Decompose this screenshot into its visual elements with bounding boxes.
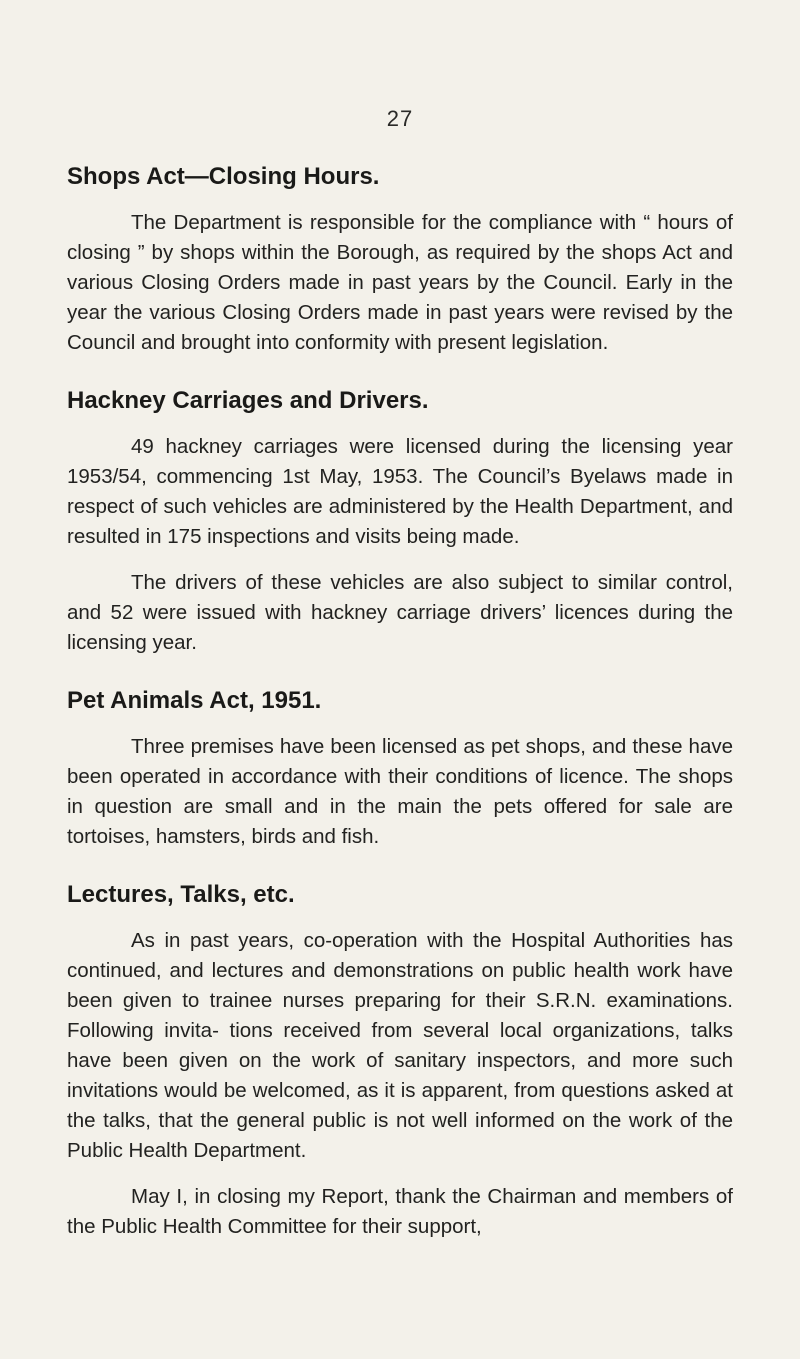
paragraph: The Department is responsible for the compliance with “ hours of closing ” by shops within the Borough, as required by the shops Act and various Closing Orders made in past years by the Council. Early in the year the various Closing Orders made in past years were revised by the Council and brought into conformity with present legislation. [67,211,733,354]
section-shops-act [67,162,733,358]
page-number: 27 [386,106,414,131]
paragraph: As in past years, co-operation with the Hospital Authorities has continued, and lectures and demonstrations on public health work have been given to trainee nurses preparing for their S.R.N. examinations. Following invita- tions received from several local organizations, talks have been given on the work of sanitary inspectors, and more such invitations would be welcomed, as it is apparent, from questions asked at the talks, that the general public is not well informed on the work of the Public Health Department. [67,929,733,1162]
paragraph: 49 hackney carriages were licensed during the licensing year 1953/54, commencing 1st May, 1953. The Council’s Byelaws made in respect of such vehicles are administered by the Health Department, and resulted in 175 inspections and visits being made. [67,435,733,548]
section-heading: Shops Act—Closing Hours. [67,163,380,190]
document-body [67,162,733,1270]
section-lectures-talks [67,880,733,1242]
section-pet-animals-act [67,686,733,852]
paragraph: Three premises have been licensed as pet shops, and these have been operated in accordance with their conditions of licence. The shops in question are small and in the main the pets offered for sale are tortoises, hamsters, birds and fish. [67,735,733,848]
section-heading: Lectures, Talks, etc. [67,881,295,908]
section-heading: Hackney Carriages and Drivers. [67,387,429,414]
section-heading: Pet Animals Act, 1951. [67,687,322,714]
paragraph: The drivers of these vehicles are also subject to similar control, and 52 were issued with hackney carriage drivers’ licences during the licensing year. [67,571,733,654]
section-hackney-carriages [67,386,733,658]
paragraph: May I, in closing my Report, thank the Chairman and members of the Public Health Committee for their support, [67,1185,733,1238]
